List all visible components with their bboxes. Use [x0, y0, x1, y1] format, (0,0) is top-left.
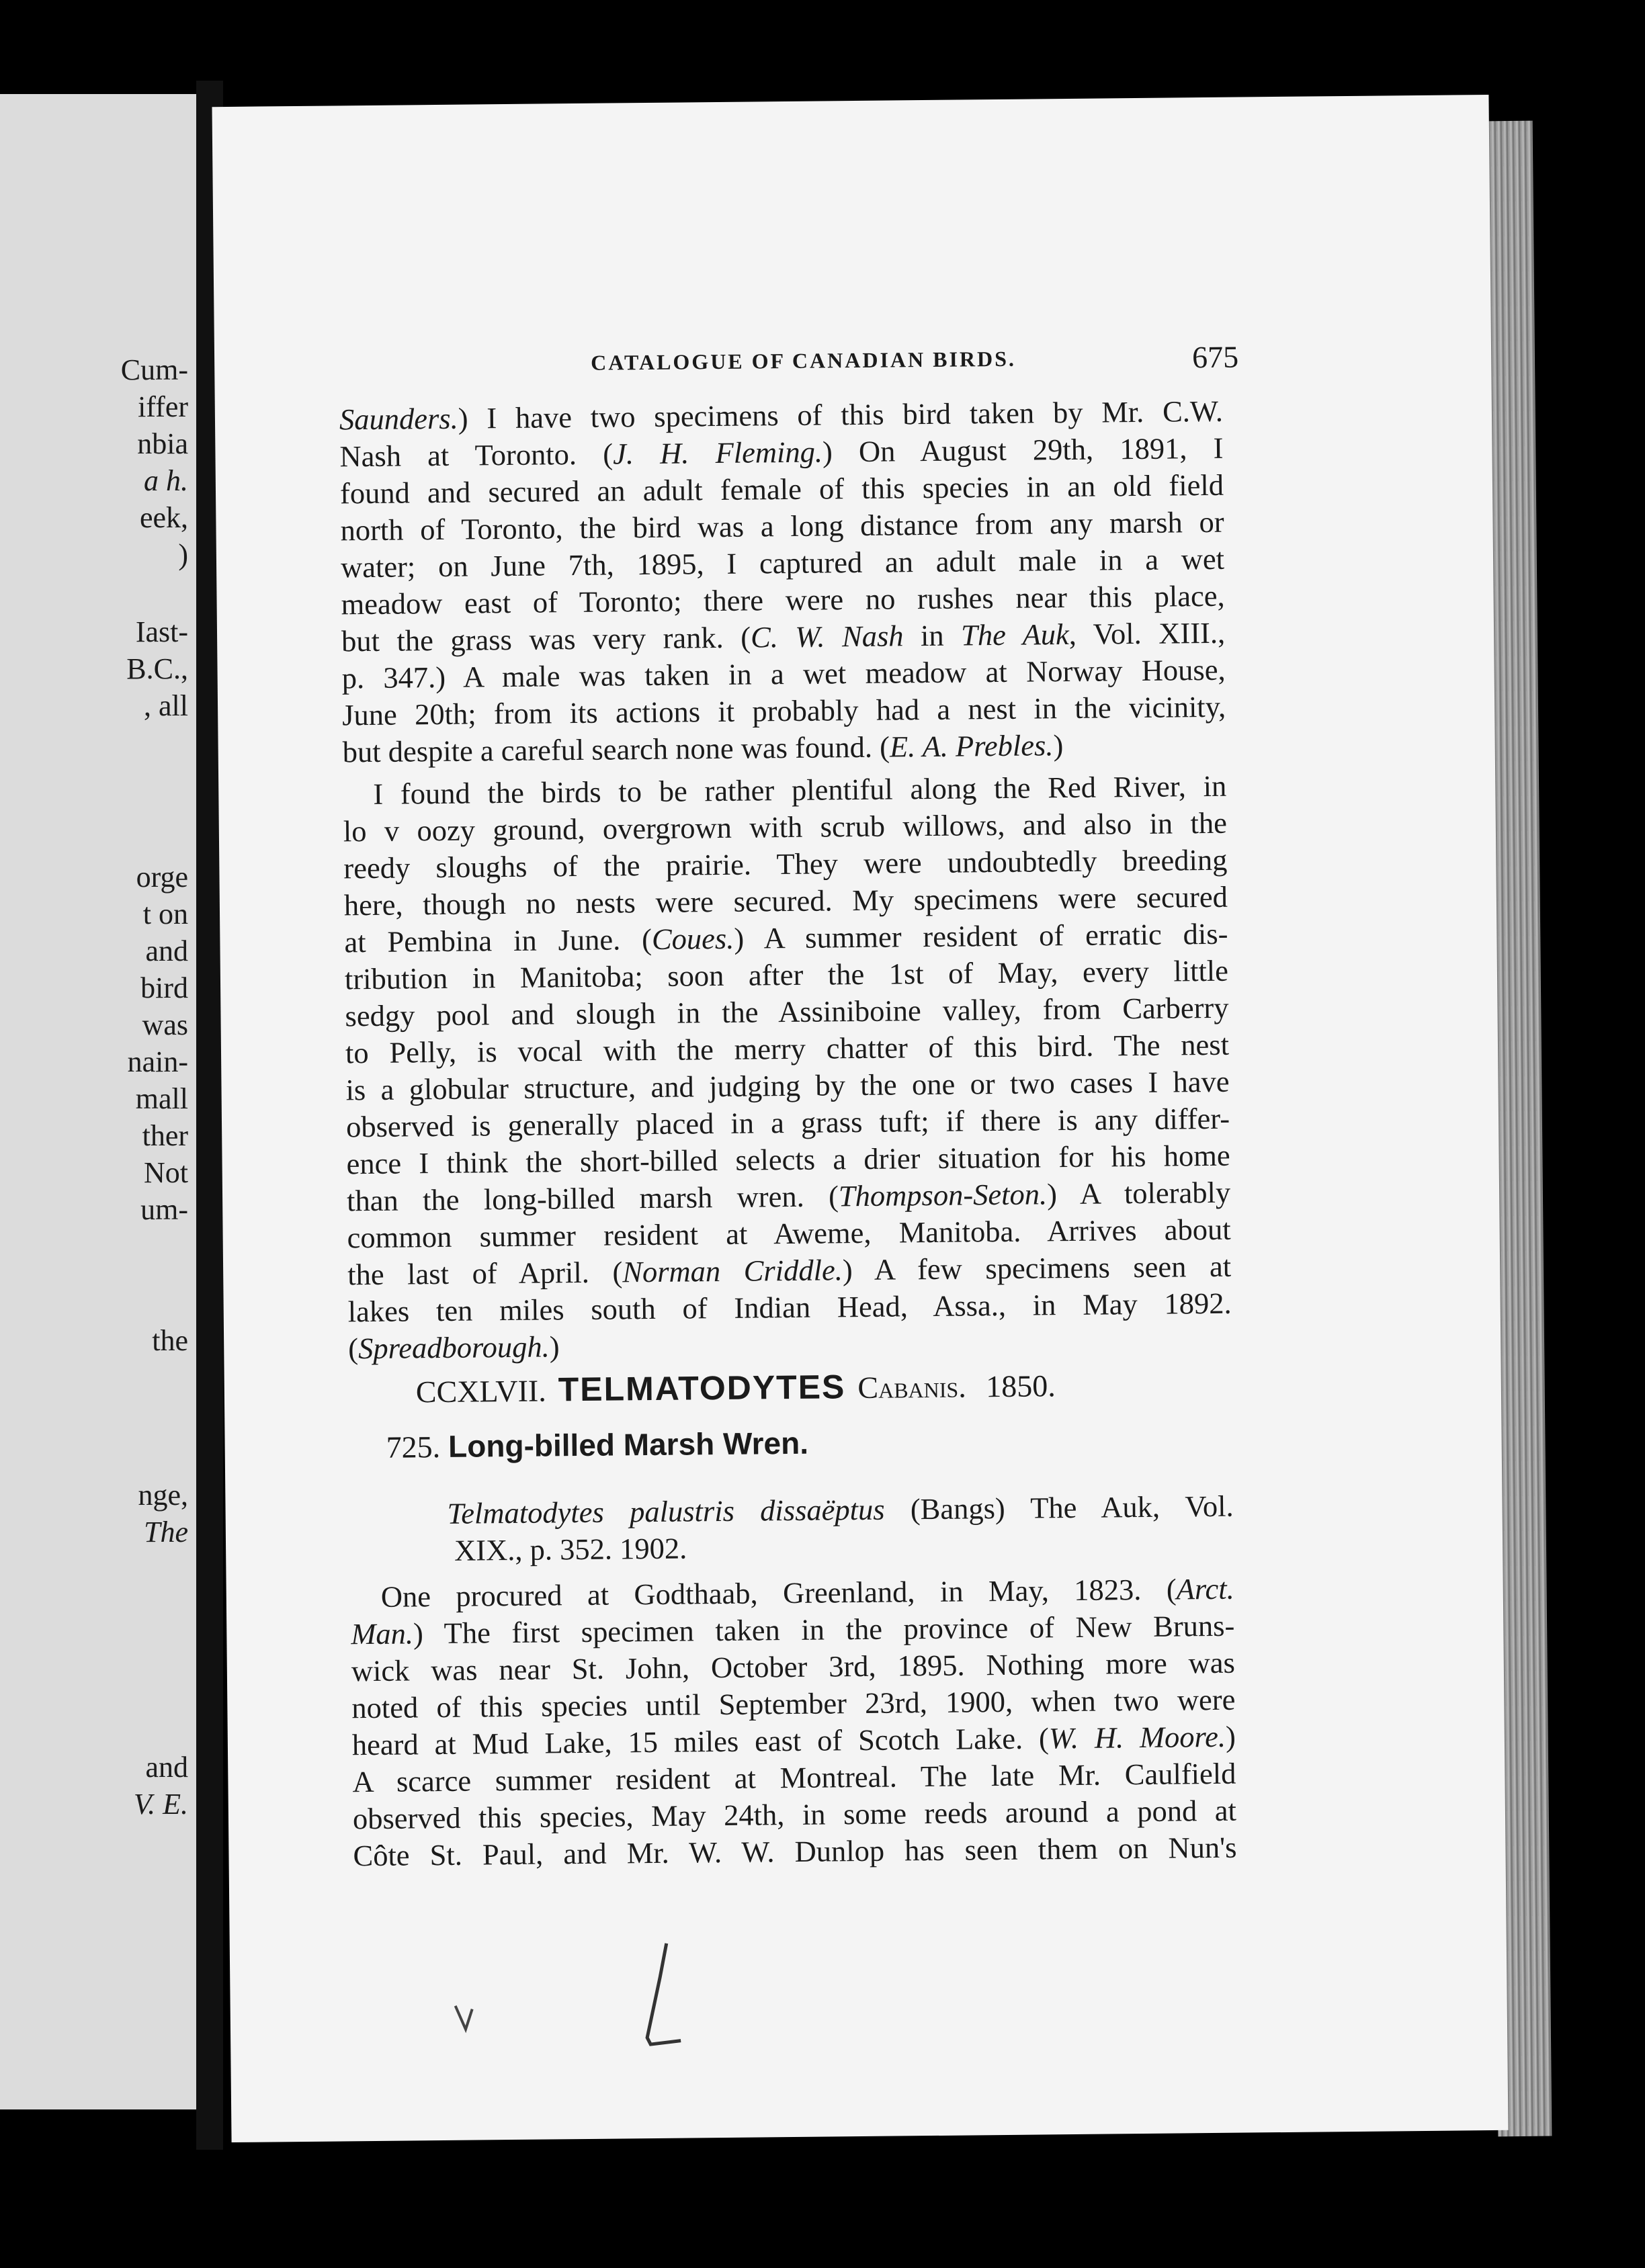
- text-run: Nash at Toronto. (: [339, 437, 614, 474]
- text-run: ) A tolerably: [1046, 1175, 1231, 1211]
- text-line: Côte St. Paul, and Mr. W. W. Dunlop has seen them on Nun's: [353, 1830, 1237, 1873]
- citation: Spreadborough.: [357, 1329, 550, 1366]
- text-run: ) A summer resident of erratic dis-: [734, 916, 1228, 955]
- paragraph-3: [351, 1571, 1237, 1875]
- text-line: I found the birds to be rather plentiful along the Red River, in: [373, 769, 1227, 811]
- left-fragment: um-: [140, 1193, 188, 1226]
- paragraph-2: [343, 768, 1232, 1368]
- left-fragment: mall: [135, 1082, 188, 1115]
- citation: Arct.: [1176, 1571, 1234, 1606]
- left-fragment: eek,: [139, 501, 188, 534]
- text-run: ) I have two specimens of this bird taken by Mr. C.W.: [458, 394, 1224, 435]
- left-fragment: and: [145, 934, 188, 967]
- text-run: but despite a careful search none was found. (: [342, 730, 890, 769]
- main-page: [212, 95, 1509, 2142]
- left-fragment: nain-: [127, 1045, 188, 1078]
- citation: W. H. Moore.: [1048, 1719, 1226, 1755]
- citation: E. A. Prebles.: [889, 728, 1054, 764]
- left-fragment: was: [142, 1008, 188, 1041]
- running-title: CATALOGUE OF CANADIAN BIRDS.: [591, 346, 1017, 375]
- left-fragment: Cum-: [120, 353, 188, 386]
- text-line: common summer resident at Aweme, Manitoba. Arrives about: [347, 1212, 1231, 1255]
- text-line: ence I think the short-billed selects a drier situation for his home: [346, 1138, 1230, 1181]
- genus-heading: [416, 1365, 1056, 1410]
- species-number: 725.: [386, 1430, 441, 1465]
- scientific-name: Telmatodytes palustris dissaëptus: [447, 1492, 885, 1530]
- text-line: p. 347.) A male was taken in a wet meadow at Norway House,: [341, 652, 1226, 695]
- journal-title: The Auk: [960, 617, 1070, 652]
- text-line: lakes ten miles south of Indian Head, Assa., in May 1892.: [347, 1286, 1232, 1329]
- citation: Coues.: [651, 921, 734, 956]
- text-run: ) On August 29th, 1891, I: [822, 431, 1224, 469]
- citation: Norman Criddle.: [622, 1253, 843, 1289]
- left-fragment: iffer: [138, 390, 188, 423]
- text-line: observed this species, May 24th, in some reeds around a pond at: [352, 1793, 1237, 1836]
- left-fragment: ther: [142, 1119, 188, 1152]
- left-fragment: bird: [140, 971, 188, 1004]
- left-fragment: a h.: [144, 464, 188, 497]
- text-line: A scarce summer resident at Montreal. The late Mr. Caulfield: [352, 1756, 1236, 1799]
- text-line: [342, 726, 1226, 771]
- text-line: sedgy pool and slough in the Assiniboine valley, from Carberry: [345, 990, 1229, 1033]
- page-number: 675: [1191, 339, 1239, 375]
- text-line: lo v oozy ground, overgrown with scrub willows, and also in the: [343, 805, 1228, 848]
- left-fragment: Not: [144, 1156, 188, 1189]
- text-run: One procured at Godthaab, Greenland, in May, 1823. (: [380, 1572, 1177, 1614]
- text-line: here, though no nests were secured. My specimens were secured: [343, 879, 1228, 922]
- text-run: ): [1053, 728, 1064, 762]
- text-run: ): [1225, 1719, 1236, 1753]
- left-fragment: the: [152, 1324, 188, 1357]
- text-line: north of Toronto, the bird was a long distance from any marsh or: [340, 505, 1224, 548]
- text-run: than the long-billed marsh wren. (: [346, 1179, 839, 1218]
- genus-name: TELMATODYTES: [558, 1368, 846, 1409]
- left-fragment: orge: [136, 861, 188, 893]
- synonym-citation: [447, 1488, 1234, 1569]
- left-facing-page: [0, 94, 196, 2109]
- text-run: heard at Mud Lake, 15 miles east of Scotch Lake. (: [351, 1721, 1050, 1762]
- left-fragment: nge,: [138, 1479, 188, 1512]
- citation: J. H. Fleming.: [612, 435, 823, 471]
- text-run: but the grass was very rank. (: [341, 620, 751, 658]
- left-fragment: B.C.,: [126, 652, 188, 685]
- paragraph-1: [339, 393, 1226, 771]
- text-line: to Pelly, is vocal with the merry chatter of this bird. The nest: [345, 1027, 1230, 1070]
- genus-year: 1850.: [985, 1368, 1056, 1404]
- citation: Saunders.: [339, 401, 458, 437]
- citation: Thompson-Seton.: [838, 1177, 1048, 1213]
- left-fragment: Iast-: [135, 615, 188, 648]
- left-fragment: , all: [144, 689, 188, 722]
- page-header: [214, 339, 1491, 394]
- genus-numeral: CCXLVII.: [415, 1373, 546, 1409]
- left-fragment: The: [144, 1516, 188, 1549]
- text-line: [348, 1322, 1232, 1368]
- left-fragment: ): [178, 538, 188, 571]
- left-fragment: t on: [142, 898, 188, 930]
- text-line: tribution in Manitoba; soon after the 1st of May, every little: [344, 953, 1229, 996]
- text-line: [447, 1488, 1233, 1532]
- species-name: Long-billed Marsh Wren.: [448, 1425, 809, 1464]
- genus-author: Cabanis.: [857, 1369, 966, 1405]
- text-run: ): [549, 1329, 560, 1364]
- text-line: XIX., p. 352. 1902.: [454, 1531, 687, 1567]
- citation: C. W. Nash: [750, 619, 904, 654]
- left-fragment: and: [145, 1751, 188, 1784]
- text-line: wick was near St. John, October 3rd, 1895. Nothing more was: [351, 1645, 1236, 1688]
- pencil-mark-icon: [579, 1937, 688, 2059]
- text-line: observed is generally placed in a grass tuft; if there is any differ-: [345, 1101, 1230, 1144]
- text-run: in: [903, 618, 962, 653]
- text-run: ) The first specimen taken in the province of New Bruns-: [413, 1608, 1235, 1651]
- text-run: (Bangs) The Auk, Vol.: [884, 1489, 1234, 1526]
- text-line: noted of this species until September 23rd, 1900, when two were: [351, 1682, 1236, 1725]
- left-fragment: V. E.: [133, 1788, 188, 1821]
- text-line: water; on June 7th, 1895, I captured an adult male in a wet: [340, 541, 1225, 584]
- text-run: the last of April. (: [347, 1255, 623, 1292]
- text-line: is a globular structure, and judging by the one or two cases I have: [345, 1064, 1230, 1107]
- text-run: , Vol. XIII.,: [1068, 615, 1226, 651]
- text-line: meadow east of Toronto; there were no rushes near this place,: [341, 578, 1225, 621]
- text-line: June 20th; from its actions it probably had a nest in the vicinity,: [341, 689, 1226, 732]
- text-line: reedy sloughs of the prairie. They were undoubtedly breeding: [343, 842, 1228, 885]
- text-line: found and secured an adult female of this species in an old field: [339, 468, 1224, 511]
- citation: Man.: [351, 1616, 414, 1651]
- text-run: at Pembina in June. (: [344, 922, 652, 959]
- pencil-tick-icon: [452, 1999, 487, 2039]
- left-fragment: nbia: [137, 427, 188, 460]
- species-heading: [386, 1425, 808, 1465]
- text-run: ) A few specimens seen at: [842, 1249, 1232, 1287]
- text-run: (: [348, 1332, 359, 1366]
